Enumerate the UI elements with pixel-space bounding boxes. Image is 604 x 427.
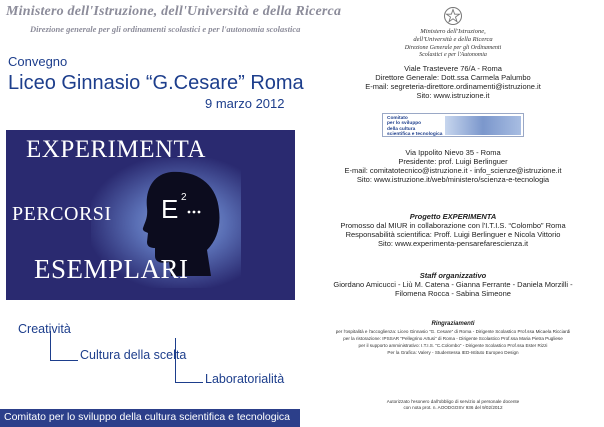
keyword-laboratorialita: Laboratorialità: [205, 372, 285, 386]
ministry-line: Ministero dell'Istruzione,: [420, 28, 486, 35]
comitato-address: Via Ippolito Nievo 35 - Roma: [405, 148, 501, 157]
address-line: Direttore Generale: Dott.ssa Carmela Palumbo: [375, 73, 531, 82]
address-email: E-mail: segreteria-direttore.ordinamenti@istruzione.it: [365, 82, 541, 91]
note-line: con nota prot. n. AOODGOSV 936 del 9/02/2012: [403, 405, 503, 410]
staff-title: Staff organizzativo: [419, 271, 487, 280]
keyword-creativita: Creatività: [18, 322, 71, 336]
staff-line: Giordano Amicucci - Liù M. Catena - Gianna Ferrante - Daniela Morzilli -: [333, 280, 573, 289]
poster-line-esemplari: ESEMPLARI: [34, 254, 189, 284]
staff-line: Filomena Rocca - Sabina Simeone: [395, 289, 511, 298]
ringraziamenti-line: Per la Grafica: Valery - Studentessa IED-Istituto Europeo Design: [387, 350, 519, 355]
event-venue: Liceo Ginnasio “G.Cesare” Roma: [8, 72, 304, 94]
ringraziamenti-line: per l'ospitalità e l'accoglienza: Liceo Ginnasio “G. Cesare” di Roma - Dirigente Scolastico Prof.ssa Micaela Ricciardi: [335, 329, 571, 334]
ringraziamenti-line: per il supporto amministrativo: I.T.I.S. “C.Colombo” - Dirigente Scolastico Prof.ssa Ester Rizzi: [358, 343, 548, 348]
progetto-title: Progetto EXPERIMENTA: [409, 212, 497, 221]
comitato-site: Sito: www.istruzione.it/web/ministero/scienza-e-tecnologia: [356, 175, 550, 184]
head-symbol: E: [161, 194, 179, 224]
ministry-line: dell'Università e della Ricerca: [413, 36, 493, 43]
experimenta-poster: [6, 130, 295, 300]
event-date: 9 marzo 2012: [205, 96, 285, 111]
italian-emblem-icon: [443, 6, 463, 26]
ministry-line: Direzione Generale per gli Ordinamenti: [404, 45, 502, 51]
ministry-line: Scolastici e per l'Autonomia: [419, 52, 487, 58]
progetto-site: Sito: www.experimenta-pensarefarescienza.it: [377, 239, 529, 248]
right-panel: [302, 0, 604, 427]
ringraziamenti-line: per la ristorazione: IPSSAR “Pellegrino Artusi” di Roma - Dirigente Scolastico Prof.ssa Maria Pietra Pugliese: [343, 336, 563, 341]
comitato-logo-image: [445, 116, 521, 135]
keyword-connector: [50, 360, 78, 361]
comitato-email: E-mail: comitatotecnico@istruzione.it - info_scienze@istruzione.it: [344, 166, 562, 175]
event-label: Convegno: [8, 54, 68, 69]
comitato-president: Presidente: prof. Luigi Berlinguer: [398, 157, 508, 166]
keyword-cultura-scelta: Cultura della scelta: [80, 348, 187, 362]
head-superscript: 2: [181, 192, 187, 203]
keyword-connector: [175, 382, 203, 383]
poster-line-percorsi: PERCORSI: [12, 203, 112, 225]
comitato-logo: [382, 113, 524, 137]
comitato-logo-text: Comitato per lo sviluppo della cultura scientifica e tecnologica: [387, 116, 443, 138]
ministry-subtitle: Direzione generale per gli ordinamenti scolastici e per l'autonomia scolastica: [30, 24, 301, 34]
progetto-line: Promosso dal MIUR in collaborazione con l'I.T.I.S. “Colombo” Roma: [340, 221, 566, 230]
note-line: Autorizzato l'esonero dall'obbligo di servizio al personale docente: [386, 399, 520, 404]
progetto-line: Responsabilità scientifica: Proff. Luigi Berlinguer e Nicola Vittorio: [345, 230, 561, 239]
poster-line-experimenta: EXPERIMENTA: [26, 136, 206, 163]
ministry-title: Ministero dell'Istruzione, dell'Università e della Ricerca: [6, 4, 342, 19]
ringraziamenti-title: Ringraziamenti: [431, 321, 475, 327]
footer-bar: Comitato per lo sviluppo della cultura scientifica e tecnologica: [0, 409, 300, 427]
address-line: Viale Trastevere 76/A - Roma: [404, 64, 502, 73]
address-site: Sito: www.istruzione.it: [416, 91, 490, 100]
